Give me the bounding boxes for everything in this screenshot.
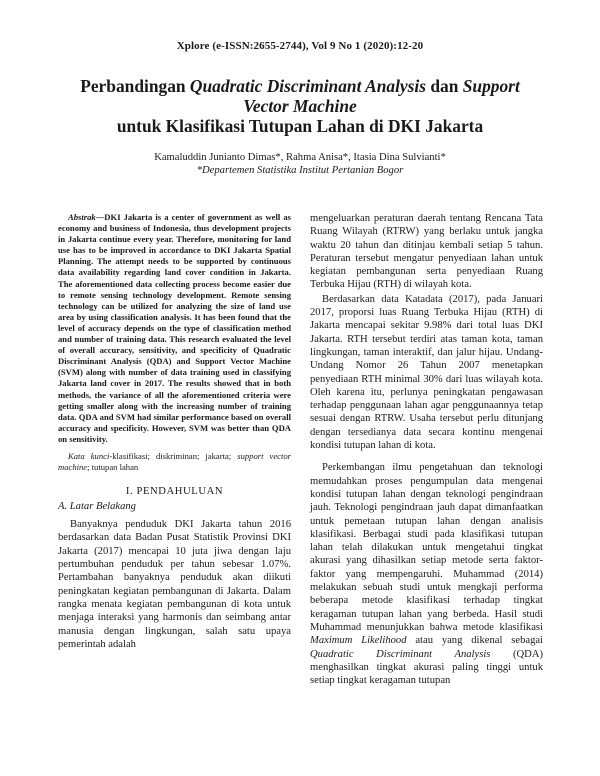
paragraph-text: Perkembangan ilmu pengetahuan dan teknologi memudahkan proses pengumpulan data mengenai kondisi tutupan lahan dengan teknologi pengindraan jauh. Teknologi pengindraan jauh dapat dimanfaatkan untuk pemetaan tutupan lahan dengan analisis klasifikasi. Berbagai studi pada klasifikasi tutupan lahan telah dilakukan untuk mengetahui tingkat akurasi yang dihasilkan setiap metode serta faktor-faktor yang mempengaruhi. Muhammad (2014) melakukan sebuah studi untuk mengkaji performa beberapa metode klasifikasi terhadap tingkat keragaman tutupan lahan yang berbeda. Hasil studi Muhammad menunjukkan bahwa metode klasifikasi (310, 462, 543, 633)
title-part: dan (426, 76, 463, 96)
abstract (58, 212, 291, 445)
left-column (58, 212, 291, 651)
paragraph-text: atau yang dikenal sebagai (406, 635, 544, 647)
keywords-label: Kata kunci (68, 450, 110, 461)
subsection-heading: A. Latar Belakang (58, 501, 136, 513)
keywords-text-italic: support vector machine (58, 450, 291, 473)
body-paragraph (310, 461, 543, 687)
title-part: untuk Klasifikasi Tutupan Lahan di DKI Jakarta (116, 116, 484, 136)
abstract-label: Abstrak (68, 212, 96, 222)
section-heading: I. PENDAHULUAN (125, 486, 224, 498)
body-paragraph: mengeluarkan peraturan daerah tentang Rencana Tata Ruang Wilayah (RTRW) yang berlaku untuk jangka waktu 20 tahun dan ditinjau kembali setiap 5 tahun. Peraturan tersebut mengatur penyediaan lahan untuk kegiatan pembangunan serta penyediaan Ruang Terbuka Hijau (RTH) di wilayah kota. (310, 213, 543, 291)
author-affiliation: *Departemen Statistika Institut Pertanian Bogor (196, 165, 404, 176)
paragraph-text: (QDA) menghasilkan tingkat akurasi paling tinggi untuk setiap tingkat keragaman tutupan (310, 648, 544, 687)
body-paragraph: Berdasarkan data Katadata (2017), pada Januari 2017, proporsi luas Ruang Terbuka Hijau (RTH) di Jakarta mencapai sekitar 9.98% dari total luas DKI Jakarta. RTH tersebut terdiri atas taman kota, taman lingkungan, taman interaktif, dan jalur hijau. Undang-Undang Nomor 26 Tahun 2007 menetapkan penyediaan RTH minimal 30% dari luas wilayah kota. Oleh karena itu, perlunya peningkatan pengawasan terhadap penggunaan lahan agar penggunaannya tetap sesuai dengan RTRW. Usaha tersebut perlu ditunjang dengan tersedianya data secara kontinu mengenai kondisi tutupan lahan di kota. (310, 293, 543, 452)
abstract-text: —DKI Jakarta is a center of government as well as economy and business of Indonesia, thus development projects in Jakarta continue every year. Therefore, monitoring for land use has to be improved in accordance to DKI Jakarta Spatial Planning. The attempt needs to be supported by continuous data availability regarding land cover condition in Jakarta. The aforementioned data collecting process become easier due to remote sensing technology development. Remote sensing technology can be utilized for analyzing the size of land use area by using classification analysis. It has been found that the level of accuracy depends on the type of classification method and number of training data. This research evaluated the level of overall accuracy, sensitivity, and specificity of Quadratic Discriminant Analysis (QDA) and Support Vector Machine (SVM) along with number of data training used in classifying Jakarta land cover in 2017. The results showed that in both methods, the variance of all the aforementioned criteria were getting smaller along with the increasing number of training data. QDA and SVM had similar performance based on overall accuracy and specificity. However, SVM was better than QDA on sensitivity. (58, 212, 291, 444)
journal-header: Xplore (e-ISSN:2655-2744), Vol 9 No 1 (2020):12-20 (176, 40, 424, 52)
right-column (310, 212, 543, 687)
author-list: Kamaluddin Junianto Dimas*, Rahma Anisa*, Itasia Dina Sulvianti* (154, 152, 446, 163)
paragraph-text-italic: Maximum Likelihood (310, 635, 407, 647)
paper-title (58, 76, 542, 136)
keywords-text: ; tutupan lahan (87, 462, 139, 473)
keywords (58, 451, 291, 473)
paragraph-text-italic: Quadratic Discriminant Analysis (310, 648, 491, 660)
body-paragraph: Banyaknya penduduk DKI Jakarta tahun 2016 berdasarkan data Badan Pusat Statistik Provinsi DKI Jakarta (2017) mencapai 10 juta jiwa dengan laju pertumbuhan penduduk per tahun sebesar 1.07%. Pertambahan banyaknya penduduk akan diikuti peningkatan kegiatan pembangunan di Jakarta. Dalam rangka menata kegiatan pembangunan di kota untuk menjaga interaksi yang harmonis dan seimbang antar manusia dengan lingkungan, salah satu upaya pemerintah adalah (58, 519, 291, 650)
title-part-italic: Support Vector Machine (243, 76, 520, 116)
title-part-italic: Quadratic Discriminant Analysis (189, 76, 427, 96)
title-part: Perbandingan (80, 76, 190, 96)
keywords-text: -klasifikasi; diskriminan; jakarta; (109, 450, 238, 461)
